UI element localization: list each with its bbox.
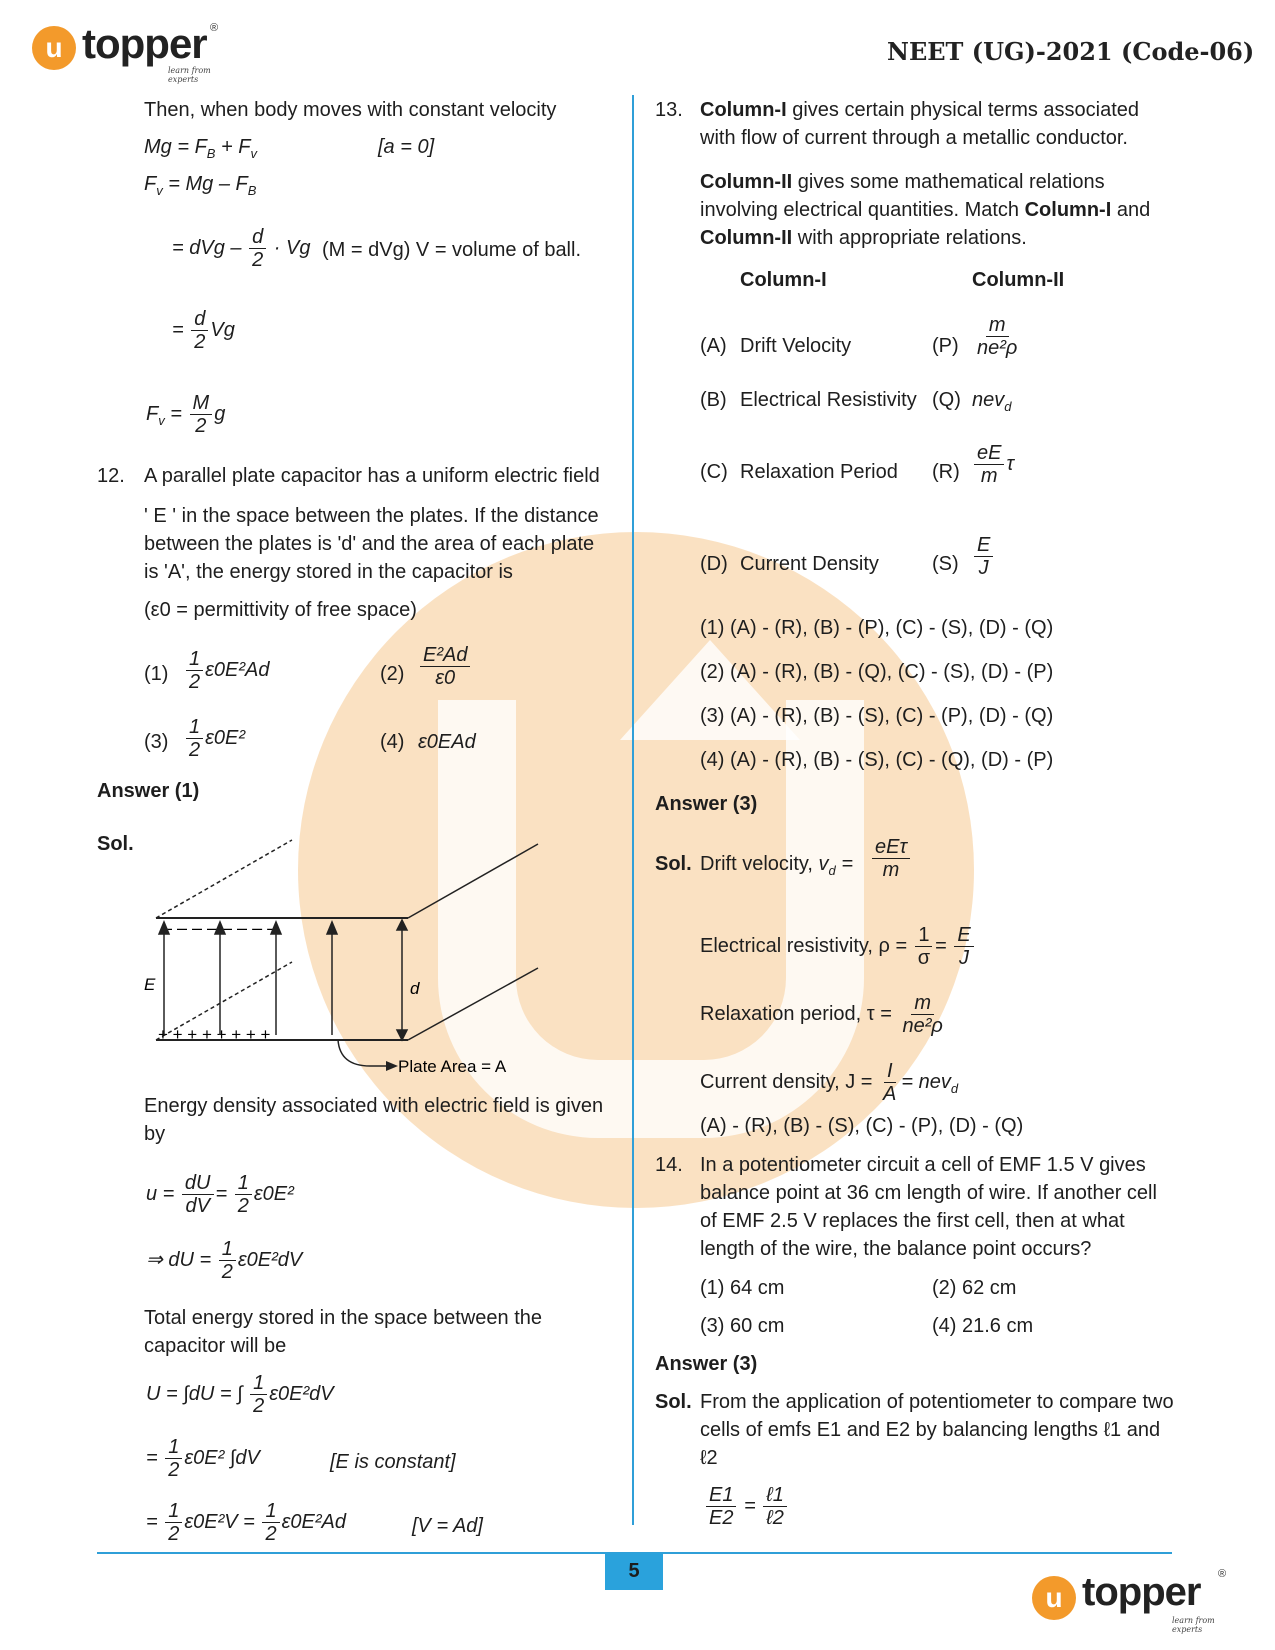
q12-opt2-label: (2) <box>380 663 405 685</box>
row-c-term: Relaxation Period <box>740 461 898 483</box>
q13-line2: with flow of current through a metallic conductor. <box>700 127 1128 149</box>
q12-number: 12. <box>97 465 125 487</box>
q13-option-2: (2) (A) - (R), (B) - (Q), (C) - (S), (D) - (P) <box>700 661 1054 683</box>
current-num: I <box>884 1060 896 1083</box>
r-fraction <box>974 442 1004 487</box>
row-b-term: Electrical Resistivity <box>740 389 917 411</box>
relax-den: ne²ρ <box>902 1015 943 1037</box>
q14-line4: length of the wire, the balance point occurs? <box>700 1238 1092 1260</box>
U2-tail: ε0E² ∫dV <box>184 1446 260 1469</box>
logo-badge-text: u <box>45 32 63 63</box>
eq-total-energy-3: = $\frac{1}{2}$ ε0E²V = $\frac{1}{2}$ ε0E²Ad <box>146 1500 346 1545</box>
U3-tail: ε0E²Ad <box>281 1510 346 1533</box>
q12-sol-label: Sol. <box>97 833 134 855</box>
U2-half: $\frac{1}{2}$ <box>165 1436 182 1481</box>
eq2-note: [E is constant] <box>330 1451 456 1473</box>
energy-density-line1: Energy density associated with electric field is given <box>144 1095 604 1117</box>
s-den: J <box>978 557 989 579</box>
ratio-fraction-1 <box>706 1484 736 1529</box>
relation-p <box>972 314 1022 359</box>
q13-option-4: (4) (A) - (R), (B) - (S), (C) - (Q), (D) - (P) <box>700 749 1054 771</box>
q14-sol-label: Sol. <box>655 1391 692 1413</box>
q13-answer: Answer (3) <box>655 793 758 815</box>
q14-option-3: (3) 60 cm <box>700 1315 785 1337</box>
relax-label: Relaxation period, τ = <box>700 1002 892 1025</box>
u-half: $\frac{1}{2}$ <box>235 1172 252 1217</box>
resist-n1: 1 <box>915 924 932 947</box>
q14-line3: of EMF 2.5 V replaces the first cell, then at what <box>700 1210 1125 1232</box>
sol-resistivity: Electrical resistivity, ρ = $\frac{1}{\sigma}$ = $\frac{E}{J}$ <box>700 924 976 969</box>
sol-current-density: Current density, J = $\frac{I}{A}$ = nev$_d$ <box>700 1060 959 1105</box>
q14-sol-line2: cells of emfs E1 and E2 by balancing lengths ℓ1 and <box>700 1419 1161 1441</box>
eq-total-energy-2: = $\frac{1}{2}$ ε0E² ∫dV <box>146 1436 260 1481</box>
relax-fraction <box>899 992 945 1037</box>
drift-den: m <box>882 859 900 881</box>
field-label: E <box>144 975 156 994</box>
s-num: E <box>974 534 993 557</box>
q14-line2: balance point at 36 cm length of wire. If another cell <box>700 1182 1157 1204</box>
row-b-q: (Q) <box>932 389 961 411</box>
emf-ratio: $\frac{E1}{E2}$ = $\frac{\text{ℓ1}}{\text{ℓ2}}$ <box>704 1484 789 1529</box>
eq-energy-density: u = $\frac{dU}{dV}$ = $\frac{1}{2}$ ε0E² <box>146 1172 294 1217</box>
r-den: m <box>980 465 998 487</box>
p-fraction <box>974 314 1020 359</box>
row-d-key: (D) <box>700 553 728 575</box>
exam-code: NEET (UG)-2021 (Code-06) <box>887 37 1255 66</box>
eq1-lhs: Mg = F <box>144 136 207 158</box>
q13-line5 <box>700 226 1027 250</box>
footer-logo <box>1032 1568 1232 1634</box>
resist-d2: J <box>959 947 969 969</box>
resist-n2: E <box>954 924 973 947</box>
q14-sol-line3: ℓ2 <box>700 1447 718 1469</box>
relation-r <box>972 442 1014 487</box>
footer-logo-badge-icon <box>1032 1576 1076 1620</box>
resist-d1: σ <box>917 947 931 969</box>
s-fraction <box>974 534 993 579</box>
q13-number: 13. <box>655 99 683 121</box>
current-tail: = nev <box>901 1070 951 1093</box>
q13-option-1: (1) (A) - (R), (B) - (P), (C) - (S), (D) - (Q) <box>700 617 1054 639</box>
eq4-suffix: Vg <box>210 318 235 341</box>
eq4-den: 2 <box>194 331 206 353</box>
row-a-key: (A) <box>700 335 727 357</box>
q12-answer: Answer (1) <box>97 780 200 802</box>
r-num: eE <box>974 442 1004 465</box>
eq3-den: 2 <box>252 249 264 271</box>
q12-line2: ' E ' in the space between the plates. If the distance <box>144 505 599 527</box>
row-b-key: (B) <box>700 389 727 411</box>
current-fraction <box>880 1060 899 1105</box>
q-text: nev <box>972 389 1005 411</box>
q13-line4 <box>700 198 1150 222</box>
sol-drift-velocity: Drift velocity, $v_d$ = <box>700 853 854 878</box>
eq-force-balance: $Mg = F_B + F_v$ <box>144 136 257 161</box>
sol-relaxation <box>700 992 948 1037</box>
ratio-d2: ℓ2 <box>766 1507 784 1529</box>
row-c-r: (R) <box>932 461 960 483</box>
ratio-d1: E2 <box>709 1507 734 1529</box>
current-den: A <box>883 1083 897 1105</box>
U-tail: ε0E²dV <box>269 1382 334 1405</box>
q13-l4-bold: Column-I <box>1024 199 1112 221</box>
logo-text: topper <box>82 20 207 67</box>
energy-density-line2: by <box>144 1123 166 1145</box>
resist-fraction-1 <box>915 924 933 969</box>
row-d-term: Current Density <box>740 553 879 575</box>
eq-fv: $F_v = Mg - F_B$ <box>144 173 257 198</box>
eq5-den: 2 <box>195 415 207 437</box>
q13-l3-text: gives some mathematical relations <box>792 171 1105 193</box>
q14-option-4: (4) 21.6 cm <box>932 1315 1034 1337</box>
q12-line5: (ε0 = permittivity of free space) <box>144 599 417 621</box>
q13-l4-text: involving electrical quantities. Match <box>700 199 1025 221</box>
relax-num: m <box>911 992 934 1015</box>
minus-charges: – – – – – – – <box>177 918 278 938</box>
eq1-rest: + F <box>221 136 251 158</box>
eq2-text: = Mg – F <box>168 173 248 195</box>
footer-logo-text: topper <box>1082 1570 1201 1614</box>
current-label: Current density, J = <box>700 1070 873 1093</box>
q13-col1-bold: Column-I <box>700 99 787 121</box>
q13-l1-text: gives certain physical terms associated <box>786 99 1140 121</box>
eq3-note: (M = dVg) V = volume of ball. <box>322 239 582 261</box>
q13-col2-bold: Column-II <box>700 171 793 193</box>
du-half: $\frac{1}{2}$ <box>219 1238 236 1283</box>
drift-label: Drift velocity, <box>700 853 813 875</box>
ratio-fraction-2 <box>763 1484 787 1529</box>
opt1-half: $\frac{1}{2}$ <box>186 648 203 693</box>
q12-opt4-label: (4) <box>380 731 405 753</box>
q12-opt3-label: (3) <box>144 731 169 753</box>
logo-reg: ® <box>210 22 219 34</box>
q14-line1: In a potentiometer circuit a cell of EMF 1.5 V gives <box>700 1154 1146 1176</box>
q14-option-1: (1) 64 cm <box>700 1277 785 1299</box>
eq-fv-result: $F_v$ = $\frac{M}{2}$ g <box>146 392 226 437</box>
eq3-suffix: · Vg <box>273 236 311 259</box>
eq5-num: M <box>190 392 213 415</box>
q12-line3: between the plates is 'd' and the area of each plate <box>144 533 595 555</box>
q13-line1 <box>700 98 1139 122</box>
eq3-volume-note: [V = Ad] <box>412 1515 483 1537</box>
opt3-tail: ε0E² <box>205 726 246 749</box>
q14-sol-line1: From the application of potentiometer to compare two <box>700 1391 1174 1413</box>
u-den: dV <box>185 1195 210 1217</box>
drift-num: eEτ <box>872 836 910 859</box>
q14-number: 14. <box>655 1154 683 1176</box>
footer-logo-reg: ® <box>1218 1568 1227 1580</box>
column1-heading: Column-I <box>740 269 827 291</box>
q13-option-3: (3) (A) - (R), (B) - (S), (C) - (P), (D) - (Q) <box>700 705 1054 727</box>
opt1-tail: ε0E²Ad <box>205 658 270 681</box>
q14-option-2: (2) 62 cm <box>932 1277 1017 1299</box>
resist-fraction-2 <box>954 924 973 969</box>
du-eq: ⇒ dU = <box>146 1248 212 1271</box>
row-d-s: (S) <box>932 553 959 575</box>
footer-logo-tagline: learn from experts <box>1172 1616 1215 1634</box>
U3-half-a: $\frac{1}{2}$ <box>165 1500 182 1545</box>
row-a-term: Drift Velocity <box>740 335 852 357</box>
relation-s <box>972 534 995 579</box>
U-half: $\frac{1}{2}$ <box>250 1372 267 1417</box>
row-c-key: (C) <box>700 461 728 483</box>
U3-half-b: $\frac{1}{2}$ <box>262 1500 279 1545</box>
q13-l4-end: and <box>1111 199 1151 221</box>
r-tail: τ <box>1006 452 1014 475</box>
ratio-n2: ℓ1 <box>763 1484 787 1507</box>
q14-answer: Answer (3) <box>655 1353 758 1375</box>
row-a-p: (P) <box>932 335 959 357</box>
u-tail: ε0E² <box>253 1182 294 1205</box>
page-number: 5 <box>605 1553 663 1590</box>
eq1-condition: [a = 0] <box>378 136 435 158</box>
du-tail: ε0E²dV <box>237 1248 303 1271</box>
drift-fraction <box>872 836 910 881</box>
eq3-num: d <box>249 226 266 249</box>
q13-match-result: (A) - (R), (B) - (S), (C) - (P), (D) - (Q) <box>700 1115 1024 1137</box>
eq4-num: d <box>191 308 208 331</box>
U-eq: U = ∫dU = ∫ <box>146 1382 243 1405</box>
relation-q: nev$_d$ <box>972 389 1012 414</box>
plus-charges: + + + + + + + + <box>158 1025 271 1044</box>
u-eq: u = <box>146 1182 175 1205</box>
column2-heading: Column-II <box>972 269 1065 291</box>
p-num: m <box>986 314 1009 337</box>
eq5-suffix: g <box>214 402 226 425</box>
U3-mid: ε0E²V = <box>184 1510 255 1533</box>
q12-opt4: ε0EAd <box>418 731 476 753</box>
total-line1: Total energy stored in the space between the <box>144 1307 543 1329</box>
intro-text: Then, when body moves with constant velocity <box>144 99 557 121</box>
q12-line4: is 'A', the energy stored in the capacitor is <box>144 561 513 583</box>
drift-formula <box>870 836 912 881</box>
resist-label: Electrical resistivity, ρ = <box>700 934 908 957</box>
opt3-half: $\frac{1}{2}$ <box>186 716 203 761</box>
footer-logo-badge-text: u <box>1045 1582 1063 1613</box>
total-line2: capacitor will be <box>144 1335 287 1357</box>
opt2-num: E²Ad <box>420 644 470 667</box>
area-label: Plate Area = A <box>398 1057 507 1076</box>
u-num: dU <box>182 1172 214 1195</box>
q13-line3 <box>700 170 1105 194</box>
q13-sol-label: Sol. <box>655 853 692 875</box>
q12-opt1-label: (1) <box>144 663 169 685</box>
eq3-prefix: = dVg – <box>172 236 242 259</box>
logo-tagline: learn from experts <box>168 66 211 84</box>
eq-half-dvg: = $\frac{d}{2}$ Vg <box>172 308 235 353</box>
q13-l5-text: with appropriate relations. <box>792 227 1027 249</box>
distance-label: d <box>410 979 420 998</box>
q12-line1: A parallel plate capacitor has a uniform electric field <box>144 465 600 487</box>
p-den: ne²ρ <box>977 337 1018 359</box>
ratio-n1: E1 <box>706 1484 736 1507</box>
opt2-den: ε0 <box>435 667 456 689</box>
q13-l5-bold: Column-II <box>700 227 793 249</box>
